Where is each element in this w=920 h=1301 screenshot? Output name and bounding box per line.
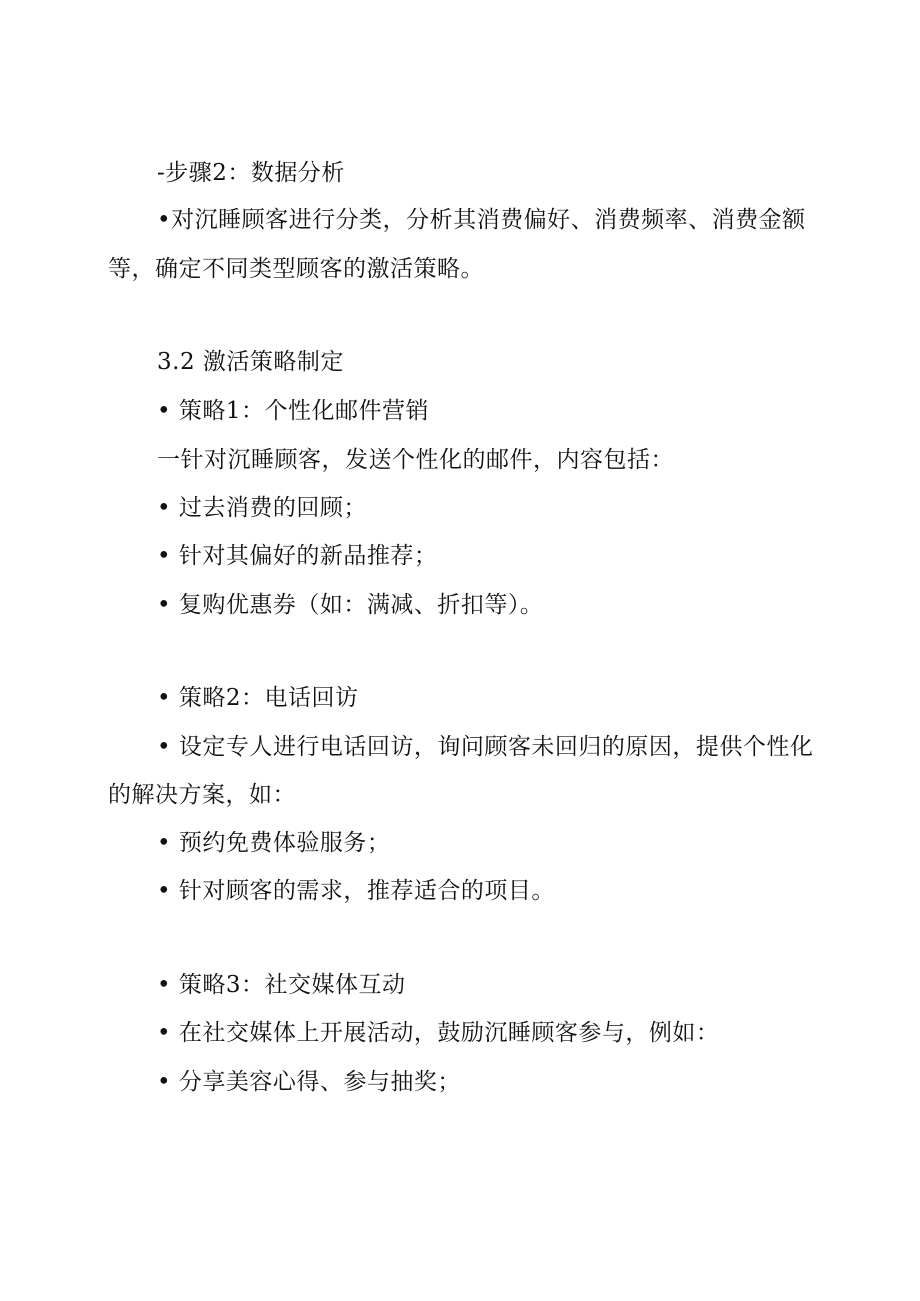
list-item: • 针对其偏好的新品推荐； xyxy=(157,543,438,569)
strategy1-intro: 一针对沉睡顾客，发送个性化的邮件，内容包括： xyxy=(157,447,674,473)
strategy3-heading: • 策略3：社交媒体互动 xyxy=(157,972,406,998)
step2-text-line2: 等，确定不同类型顾客的激活策略。 xyxy=(108,256,484,282)
list-item: • 针对顾客的需求，推荐适合的项目。 xyxy=(157,878,555,904)
list-item: • 预约免费体验服务； xyxy=(157,830,391,856)
strategy2-text-line1: • 设定专人进行电话回访，询问顾客未回归的原因，提供个性化 xyxy=(157,734,814,760)
list-item: • 过去消费的回顾； xyxy=(157,495,367,521)
strategy3-text: • 在社交媒体上开展活动，鼓励沉睡顾客参与，例如： xyxy=(157,1020,720,1046)
strategy2-text-line2: 的解决方案，如： xyxy=(108,782,296,808)
list-item: • 复购优惠券（如：满减、折扣等）。 xyxy=(157,592,544,618)
list-item: • 分享美容心得、参与抽奖； xyxy=(157,1069,461,1095)
step2-text-line1: •对沉睡顾客进行分类，分析其消费偏好、消费频率、消费金额 xyxy=(157,207,806,233)
strategy1-heading: • 策略1：个性化邮件营销 xyxy=(157,398,430,424)
step2-heading: -步骤2：数据分析 xyxy=(157,160,345,186)
section-heading: 3.2 激活策略制定 xyxy=(157,349,344,375)
strategy2-heading: • 策略2：电话回访 xyxy=(157,685,359,711)
